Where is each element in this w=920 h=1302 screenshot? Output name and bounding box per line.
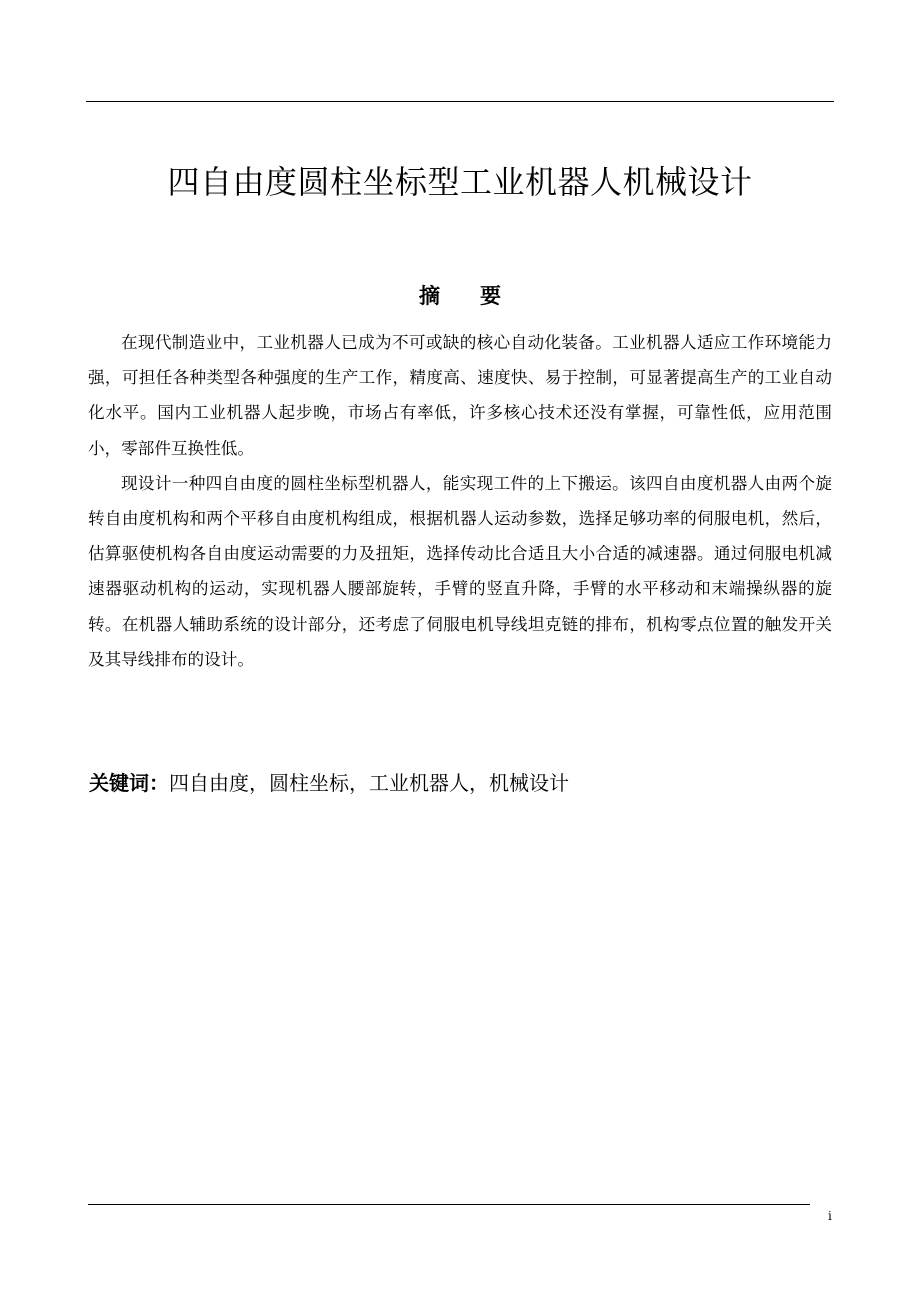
abstract-heading: 摘要 <box>419 284 541 308</box>
footer-rule <box>88 1204 810 1205</box>
abstract-body <box>88 325 832 677</box>
document-title: 四自由度圆柱坐标型工业机器人机械设计 <box>167 163 753 201</box>
page-number: i <box>828 1209 832 1223</box>
keywords-text: 四自由度，圆柱坐标，工业机器人，机械设计 <box>169 771 569 795</box>
keywords-label: 关键词： <box>89 771 169 795</box>
abstract-paragraph-2: 现设计一种四自由度的圆柱坐标型机器人，能实现工件的上下搬运。该四自由度机器人由两个旋转自由度机构和两个平移自由度机构组成，根据机器人运动参数，选择足够功率的伺服电机，然后，估算驱使机构各自由度运动需要的力及扭矩，选择传动比合适且大小合适的减速器。通过伺服电机减速器驱动机构的运动，实现机器人腰部旋转，手臂的竖直升降，手臂的水平移动和末端操纵器的旋转。在机器人辅助系统的设计部分，还考虑了伺服电机导线坦克链的排布，机构零点位置的触发开关及其导线排布的设计。 <box>88 473 832 669</box>
header-rule <box>86 101 834 102</box>
keywords-line <box>89 766 849 800</box>
abstract-paragraph-1: 在现代制造业中，工业机器人已成为不可或缺的核心自动化装备。工业机器人适应工作环境能力强，可担任各种类型各种强度的生产工作，精度高、速度快、易于控制，可显著提高生产的工业自动化水平。国内工业机器人起步晚，市场占有率低，许多核心技术还没有掌握，可靠性低，应用范围小，零部件互换性低。 <box>88 333 832 458</box>
